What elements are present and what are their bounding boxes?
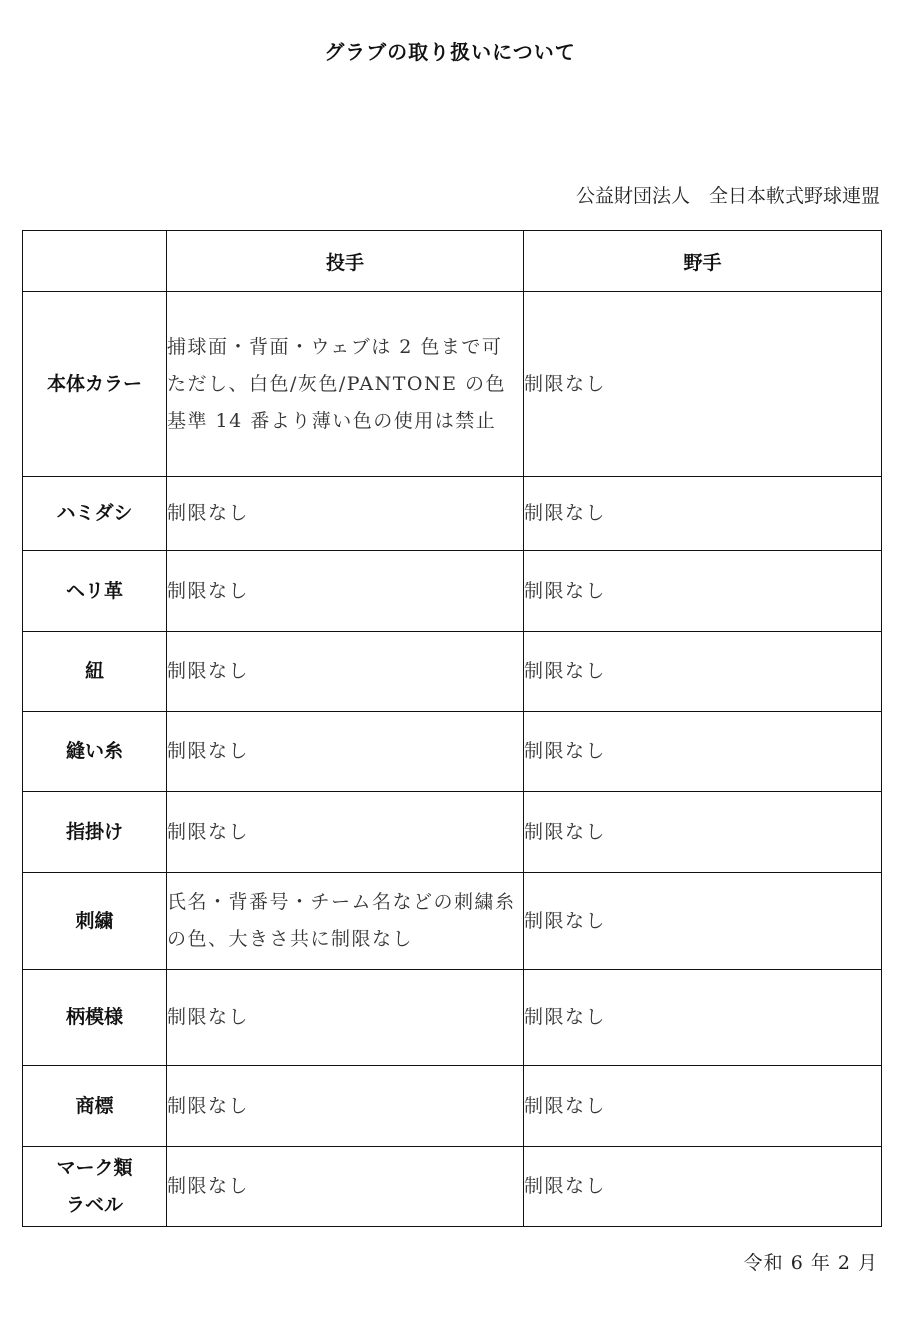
fielder-cell: 制限なし	[524, 632, 882, 712]
row-label: ハミダシ	[23, 477, 167, 551]
table-row-trademark	[23, 1066, 882, 1147]
fielder-cell: 制限なし	[524, 1066, 882, 1147]
row-label-line: マーク類	[56, 1156, 133, 1179]
pitcher-cell	[167, 292, 524, 477]
pitcher-cell: 制限なし	[167, 551, 524, 632]
pitcher-cell: 制限なし	[167, 1066, 524, 1147]
row-label: 刺繍	[23, 873, 167, 970]
row-label	[23, 1147, 167, 1227]
fielder-cell: 制限なし	[524, 292, 882, 477]
pitcher-cell: 制限なし	[167, 1147, 524, 1227]
header-pitcher: 投手	[167, 231, 524, 292]
row-label: 本体カラー	[23, 292, 167, 477]
document-title: グラブの取り扱いについて	[324, 40, 576, 64]
fielder-cell: 制限なし	[524, 873, 882, 970]
row-label: ヘリ革	[23, 551, 167, 632]
header-corner	[23, 231, 167, 292]
table-row-body-color	[23, 292, 882, 477]
fielder-cell: 制限なし	[524, 792, 882, 873]
fielder-cell: 制限なし	[524, 712, 882, 792]
pitcher-cell: 制限なし	[167, 970, 524, 1066]
glove-rules-table	[22, 230, 882, 1227]
table-row-lace	[23, 632, 882, 712]
row-label: 柄模様	[23, 970, 167, 1066]
row-label: 商標	[23, 1066, 167, 1147]
header-fielder: 野手	[524, 231, 882, 292]
pitcher-cell: 氏名・背番号・チーム名などの刺繍糸の色、大きさ共に制限なし	[167, 873, 524, 970]
fielder-cell: 制限なし	[524, 970, 882, 1066]
pitcher-cell: 制限なし	[167, 477, 524, 551]
fielder-cell: 制限なし	[524, 477, 882, 551]
pitcher-cell: 制限なし	[167, 792, 524, 873]
table-header-row	[23, 231, 882, 292]
pitcher-cell: 制限なし	[167, 632, 524, 712]
table-row-marks-labels	[23, 1147, 882, 1227]
row-label: 縫い糸	[23, 712, 167, 792]
pitcher-rule-line: 捕球面・背面・ウェブは 2 色まで可	[167, 335, 503, 358]
table-row-finger-hood	[23, 792, 882, 873]
pitcher-cell: 制限なし	[167, 712, 524, 792]
table-row-hamidashi	[23, 477, 882, 551]
row-label: 紐	[23, 632, 167, 712]
table-row-thread	[23, 712, 882, 792]
fielder-cell: 制限なし	[524, 1147, 882, 1227]
organization-name: 公益財団法人 全日本軟式野球連盟	[575, 185, 880, 207]
pitcher-rule-line: ただし、白色/灰色/PANTONE の色基準 14 番より薄い色の使用は禁止	[167, 372, 506, 432]
table-row-embroidery	[23, 873, 882, 970]
row-label: 指掛け	[23, 792, 167, 873]
fielder-cell: 制限なし	[524, 551, 882, 632]
document-date: 令和 6 年 2 月	[743, 1252, 878, 1274]
table-row-welting	[23, 551, 882, 632]
row-label-line: ラベル	[65, 1193, 123, 1216]
table-row-pattern	[23, 970, 882, 1066]
